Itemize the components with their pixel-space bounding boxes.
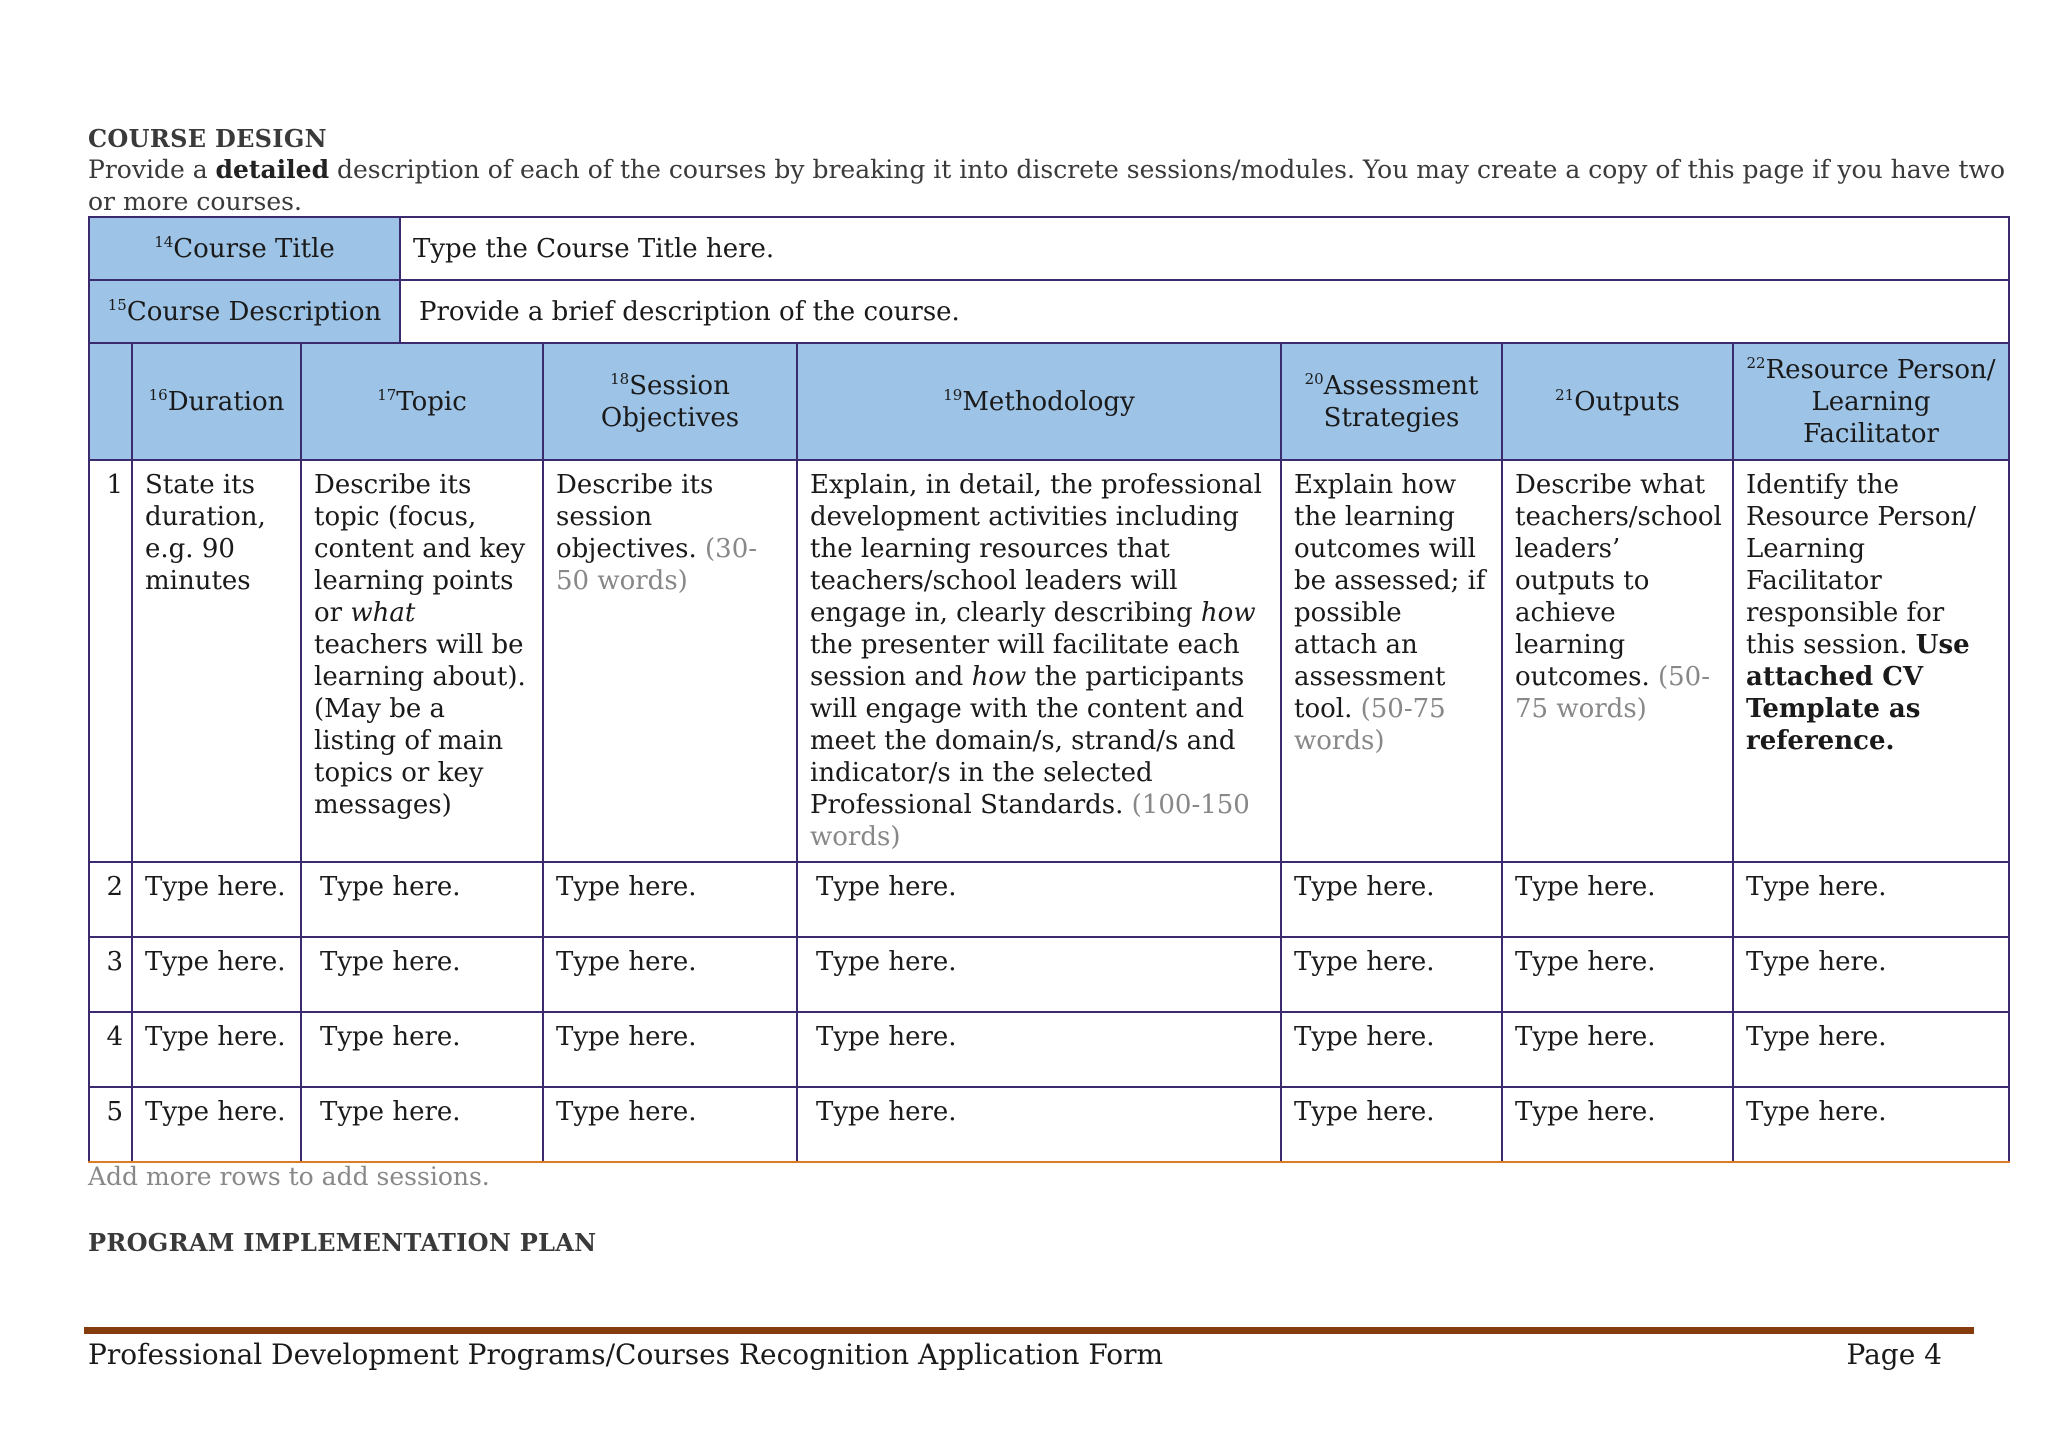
cell-topic[interactable]: Type here. bbox=[301, 1087, 543, 1162]
word-count-hint: (30-50 words) bbox=[556, 534, 758, 596]
footer-title: Professional Development Programs/Courses Recognition Application Form bbox=[88, 1338, 1164, 1371]
word-count-hint: (50-75 words) bbox=[1294, 694, 1446, 756]
guide-methodology[interactable]: Explain, in detail, the professional development activities including the learning resources that teachers/school leaders will engage in, clearly describing how the presenter will facilitate each session and how the participants will engage with the content and meet the domain/s, strand/s and indicator/s in the selected Professional Standards. (100-150 words) bbox=[797, 460, 1281, 862]
cell-outputs[interactable]: Type here. bbox=[1502, 862, 1733, 937]
header-index bbox=[89, 343, 132, 460]
row-index: 2 bbox=[89, 862, 132, 937]
course-description-label: $^{15}$Course Description bbox=[89, 280, 400, 343]
word-count-hint: (50-75 words) bbox=[1515, 662, 1710, 724]
course-title-field[interactable]: Type the Course Title here. bbox=[400, 217, 2009, 280]
cell-assessment[interactable]: Type here. bbox=[1281, 862, 1502, 937]
cell-objectives[interactable]: Type here. bbox=[543, 937, 797, 1012]
header-resource-person: $^{22}$Resource Person/ Learning Facilitator bbox=[1733, 343, 2009, 460]
table-row bbox=[89, 1012, 2009, 1087]
row-index: 1 bbox=[89, 460, 132, 862]
header-session-objectives: $^{18}$Session Objectives bbox=[543, 343, 797, 460]
cell-methodology[interactable]: Type here. bbox=[797, 1087, 1281, 1162]
guide-outputs[interactable]: Describe what teachers/school leaders’ outputs to achieve learning outcomes. (50-75 words) bbox=[1502, 460, 1733, 862]
cell-outputs[interactable]: Type here. bbox=[1502, 937, 1733, 1012]
cell-resource-person[interactable]: Type here. bbox=[1733, 862, 2009, 937]
cell-duration[interactable]: Type here. bbox=[132, 1012, 301, 1087]
header-methodology: $^{19}$Methodology bbox=[797, 343, 1281, 460]
course-title-label: $^{14}$Course Title bbox=[89, 217, 400, 280]
table-row bbox=[89, 862, 2009, 937]
cell-outputs[interactable]: Type here. bbox=[1502, 1012, 1733, 1087]
guide-row bbox=[89, 460, 2009, 862]
page-number: Page 4 bbox=[1846, 1338, 1942, 1371]
course-title-row bbox=[89, 217, 2009, 280]
cell-duration[interactable]: Type here. bbox=[132, 937, 301, 1012]
cell-topic[interactable]: Type here. bbox=[301, 1012, 543, 1087]
row-index: 3 bbox=[89, 937, 132, 1012]
cell-methodology[interactable]: Type here. bbox=[797, 937, 1281, 1012]
section-heading-course-design: COURSE DESIGN bbox=[88, 124, 327, 153]
course-description-field[interactable]: Provide a brief description of the course. bbox=[400, 280, 2009, 343]
intro-suffix: description of each of the courses by breaking it into discrete sessions/modules. You may create a copy of this page if you have two or more courses. bbox=[88, 155, 2005, 216]
intro-prefix: Provide a bbox=[88, 155, 216, 184]
cell-methodology[interactable]: Type here. bbox=[797, 862, 1281, 937]
cell-assessment[interactable]: Type here. bbox=[1281, 1012, 1502, 1087]
cell-resource-person[interactable]: Type here. bbox=[1733, 937, 2009, 1012]
intro-paragraph bbox=[88, 154, 2008, 218]
guide-topic[interactable]: Describe its topic (focus, content and key learning points or what teachers will be learning about). (May be a listing of main topics or key messages) bbox=[301, 460, 543, 862]
column-header-row bbox=[89, 343, 2009, 460]
table-row bbox=[89, 1087, 2009, 1162]
header-outputs: $^{21}$Outputs bbox=[1502, 343, 1733, 460]
header-duration: $^{16}$Duration bbox=[132, 343, 301, 460]
cell-topic[interactable]: Type here. bbox=[301, 937, 543, 1012]
footer-divider bbox=[84, 1327, 1974, 1334]
cell-outputs[interactable]: Type here. bbox=[1502, 1087, 1733, 1162]
guide-resource-person[interactable]: Identify the Resource Person/ Learning Facilitator responsible for this session. Use attached CV Template as reference. bbox=[1733, 460, 2009, 862]
course-description-row bbox=[89, 280, 2009, 343]
course-design-table bbox=[88, 216, 2010, 1163]
header-topic: $^{17}$Topic bbox=[301, 343, 543, 460]
cell-assessment[interactable]: Type here. bbox=[1281, 1087, 1502, 1162]
cell-duration[interactable]: Type here. bbox=[132, 862, 301, 937]
cell-resource-person[interactable]: Type here. bbox=[1733, 1087, 2009, 1162]
cell-methodology[interactable]: Type here. bbox=[797, 1012, 1281, 1087]
guide-assessment[interactable]: Explain how the learning outcomes will be assessed; if possible attach an assessment tool. (50-75 words) bbox=[1281, 460, 1502, 862]
cell-assessment[interactable]: Type here. bbox=[1281, 937, 1502, 1012]
word-count-hint: (100-150 words) bbox=[810, 790, 1250, 852]
guide-duration[interactable]: State its duration, e.g. 90 minutes bbox=[132, 460, 301, 862]
table-row bbox=[89, 937, 2009, 1012]
add-rows-note: Add more rows to add sessions. bbox=[88, 1162, 490, 1191]
row-index: 4 bbox=[89, 1012, 132, 1087]
cell-topic[interactable]: Type here. bbox=[301, 862, 543, 937]
cell-resource-person[interactable]: Type here. bbox=[1733, 1012, 2009, 1087]
row-index: 5 bbox=[89, 1087, 132, 1162]
cell-duration[interactable]: Type here. bbox=[132, 1087, 301, 1162]
intro-bold: detailed bbox=[215, 155, 330, 184]
section-heading-implementation-plan: PROGRAM IMPLEMENTATION PLAN bbox=[88, 1228, 597, 1257]
cell-objectives[interactable]: Type here. bbox=[543, 862, 797, 937]
header-assessment-strategies: $^{20}$Assessment Strategies bbox=[1281, 343, 1502, 460]
cell-objectives[interactable]: Type here. bbox=[543, 1012, 797, 1087]
cell-objectives[interactable]: Type here. bbox=[543, 1087, 797, 1162]
guide-objectives[interactable]: Describe its session objectives. (30-50 words) bbox=[543, 460, 797, 862]
